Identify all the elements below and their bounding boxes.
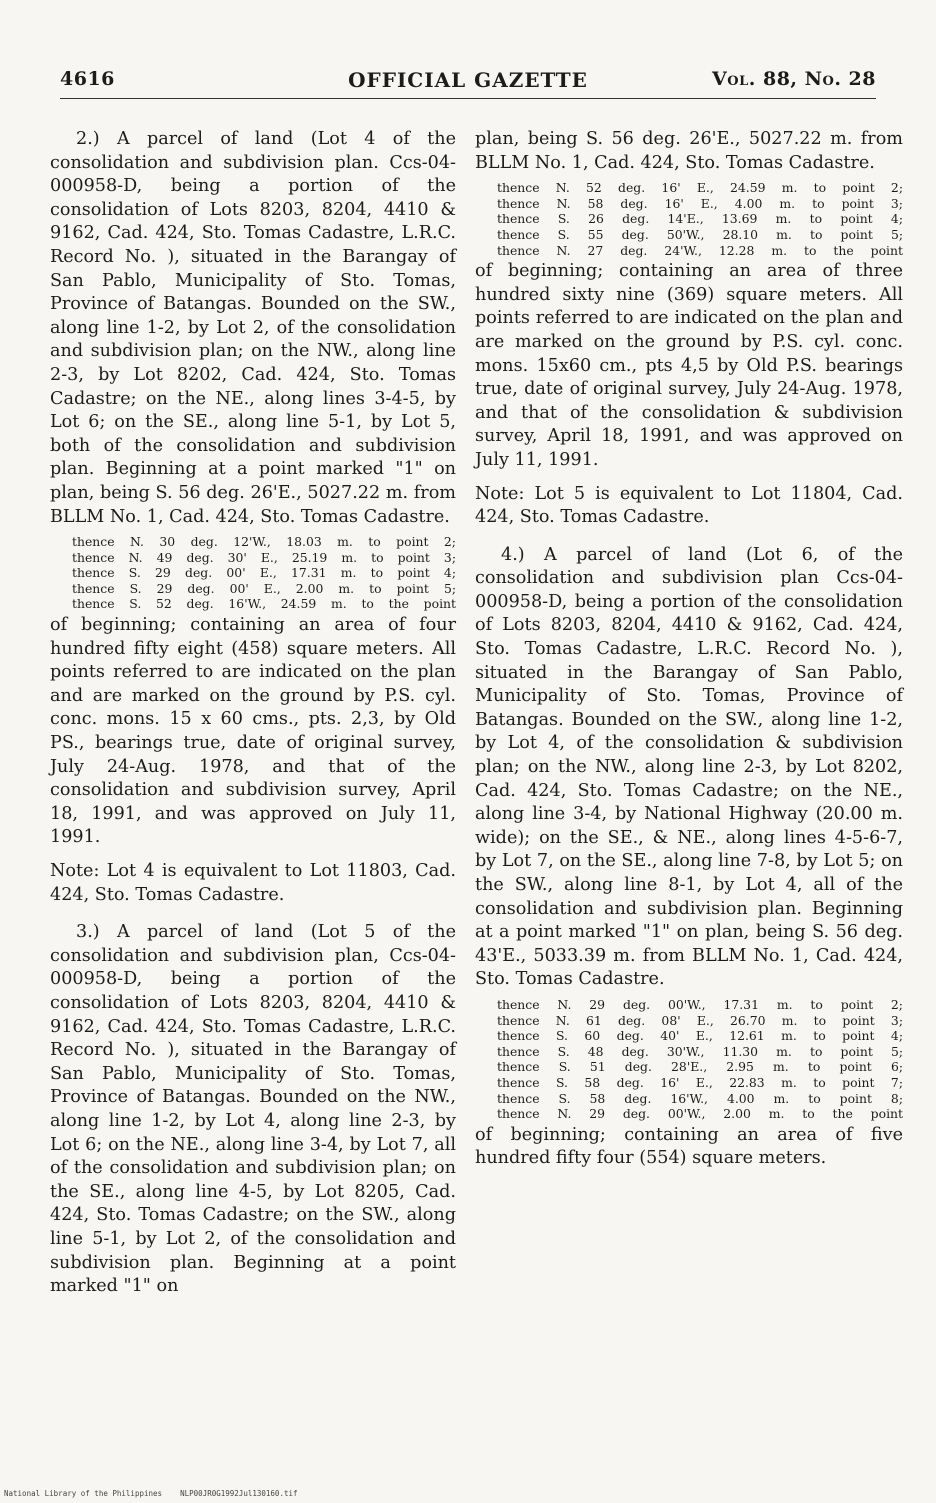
thence-line: thence S. 26 deg. 14'E., 13.69 m. to point 4;: [497, 211, 903, 227]
parcel-2-technical-description: [72, 534, 456, 612]
parcel-2-note: Note: Lot 4 is equivalent to Lot 11803, Cad. 424, Sto. Tomas Cadastre.: [50, 861, 456, 905]
thence-line: thence N. 29 deg. 00'W., 2.00 m. to the point: [497, 1106, 903, 1122]
thence-line: thence N. 52 deg. 16' E., 24.59 m. to point 2;: [497, 180, 903, 196]
thence-line: thence N. 27 deg. 24'W., 12.28 m. to the point: [497, 242, 903, 258]
page-number: 4616: [60, 68, 115, 90]
parcel-4-end: of beginning; containing an area of five hundred fifty four (554) square meters.: [475, 1124, 903, 1169]
parcel-3-end: of beginning; containing an area of three hundred sixty nine (369) square meters. All points referred to are indicated on the plan and are marked on the ground by P.S. cyl. conc. mons. 15x60 cm., pts 4,5 by Old P.S. bearings true, date of original survey, July 24-Aug. 1978, and that of the consolidation & subdivision survey, April 18, 1991, and was approved on July 11, 1991.: [475, 261, 903, 470]
thence-line: thence N. 30 deg. 12'W., 18.03 m. to point 2;: [72, 534, 456, 550]
thence-line: thence S. 29 deg. 00' E., 2.00 m. to point 5;: [72, 580, 456, 596]
parcel-3-technical-description: [497, 180, 903, 258]
thence-line: thence N. 29 deg. 00'W., 17.31 m. to point 2;: [497, 996, 903, 1012]
thence-line: thence S. 58 deg. 16' E., 22.83 m. to point 7;: [497, 1074, 903, 1090]
parcel-2-description: 2.) A parcel of land (Lot 4 of the consolidation and subdivision plan. Ccs-04-000958-D, being a portion of the consolidation of Lots 8203, 8204, 4410 & 9162, Cad. 424, Sto. Tomas Cadastre, L.R.C. Record No. ), situated in the Barangay of San Pablo, Municipality of Sto. Tomas, Province of Batangas. Bounded on the SW., along line 1-2, by Lot 2, of the consolidation and subdivision plan; on the NW., along line 2-3, by Lot 8202, Cad. 424, Sto. Tomas Cadastre; on the NE., along lines 3-4-5, by Lot 6; on the SE., along line 5-1, by Lot 5, both of the consolidation and subdivision plan. Beginning at a point marked "1" on plan, being S. 56 deg. 26'E., 5027.22 m. from BLLM No. 1, Cad. 424, Sto. Tomas Cadastre.: [50, 129, 456, 527]
parcel-4-technical-description: [497, 997, 903, 1122]
parcel-3-description: 3.) A parcel of land (Lot 5 of the consolidation and subdivision plan, Ccs-04-000958-D, being a portion of the consolidation of Lots 8203, 8204, 4410 & 9162, Cad. 424, Sto. Tomas Cadastre, L.R.C. Record No. ), situated in the Barangay of San Pablo, Municipality of Sto. Tomas, Province of Batangas. Bounded on the NW., along line 1-2, by Lot 4, along line 2-3, by Lot 6; on the NE., along line 3-4, by Lot 7, all of the consolidation and subdivision plan; on the SE., along line 4-5, by Lot 8205, Cad. 424, Sto. Tomas Cadastre; on the SW., along line 5-1, by Lot 2, of the consolidation and subdivision plan. Beginning at a point marked "1" on: [50, 922, 456, 1297]
thence-line: thence S. 51 deg. 28'E., 2.95 m. to point 6;: [497, 1059, 903, 1075]
parcel-3-continuation: plan, being S. 56 deg. 26'E., 5027.22 m. from BLLM No. 1, Cad. 424, Sto. Tomas Cadastre.: [475, 129, 903, 173]
thence-line: thence S. 48 deg. 30'W., 11.30 m. to point 5;: [497, 1043, 903, 1059]
parcel-3-note: Note: Lot 5 is equivalent to Lot 11804, Cad. 424, Sto. Tomas Cadastre.: [475, 483, 903, 528]
scan-footer: National Library of the Philippines NLP00JR0G1992Jul130160.tif: [4, 1489, 298, 1498]
volume-issue: Vol. 88, No. 28: [712, 68, 876, 90]
thence-line: thence S. 58 deg. 16'W., 4.00 m. to point 8;: [497, 1090, 903, 1106]
right-column: [475, 128, 903, 1171]
left-column: [50, 128, 456, 1299]
thence-line: thence N. 58 deg. 16' E., 4.00 m. to point 3;: [497, 195, 903, 211]
thence-line: thence N. 49 deg. 30' E., 25.19 m. to point 3;: [72, 549, 456, 565]
thence-line: thence N. 61 deg. 08' E., 26.70 m. to point 3;: [497, 1012, 903, 1028]
publication-title: OFFICIAL GAZETTE: [348, 68, 588, 92]
header-rule: [60, 98, 876, 99]
thence-line: thence S. 60 deg. 40' E., 12.61 m. to point 4;: [497, 1028, 903, 1044]
thence-line: thence S. 55 deg. 50'W., 28.10 m. to point 5;: [497, 226, 903, 242]
parcel-2-continuation: of beginning; containing an area of four hundred fifty eight (458) square meters. All points referred to are indicated on the plan and are marked on the ground by P.S. cyl. conc. mons. 15 x 60 cms., pts. 2,3, by Old PS., bearings true, date of original survey, July 24-Aug. 1978, and that of the consolidation and subdivision survey, April 18, 1991, and was approved on July 11, 1991.: [50, 615, 456, 848]
parcel-4-description: 4.) A parcel of land (Lot 6, of the consolidation and subdivision plan Ccs-04-000958-D, being a portion of the consolidation of Lots 8203, 8204, 4410 & 9162, Cad. 424, Sto. Tomas Cadastre, L.R.C. Record No. ), situated in the Barangay of San Pablo, Municipality of Sto. Tomas, Province of Batangas. Bounded on the SW., along line 1-2, by Lot 4, of the consolidation & subdivision plan; on the NW., along line 2-3, by Lot 8202, Cad. 424, Sto. Tomas Cadastre; on the NE., along line 3-4, by National Highway (20.00 m. wide); on the SE., & NE., along lines 4-5-6-7, by Lot 7, on the SE., along line 7-8, by Lot 5; on the SW., along line 8-1, by Lot 4, all of the consolidation and subdivision plan. Beginning at a point marked "1" on plan, being S. 56 deg. 43'E., 5033.39 m. from BLLM No. 1, Cad. 424, Sto. Tomas Cadastre.: [475, 544, 903, 990]
page-header: [60, 68, 876, 98]
thence-line: thence S. 29 deg. 00' E., 17.31 m. to point 4;: [72, 565, 456, 581]
thence-line: thence S. 52 deg. 16'W., 24.59 m. to the point: [72, 596, 456, 612]
